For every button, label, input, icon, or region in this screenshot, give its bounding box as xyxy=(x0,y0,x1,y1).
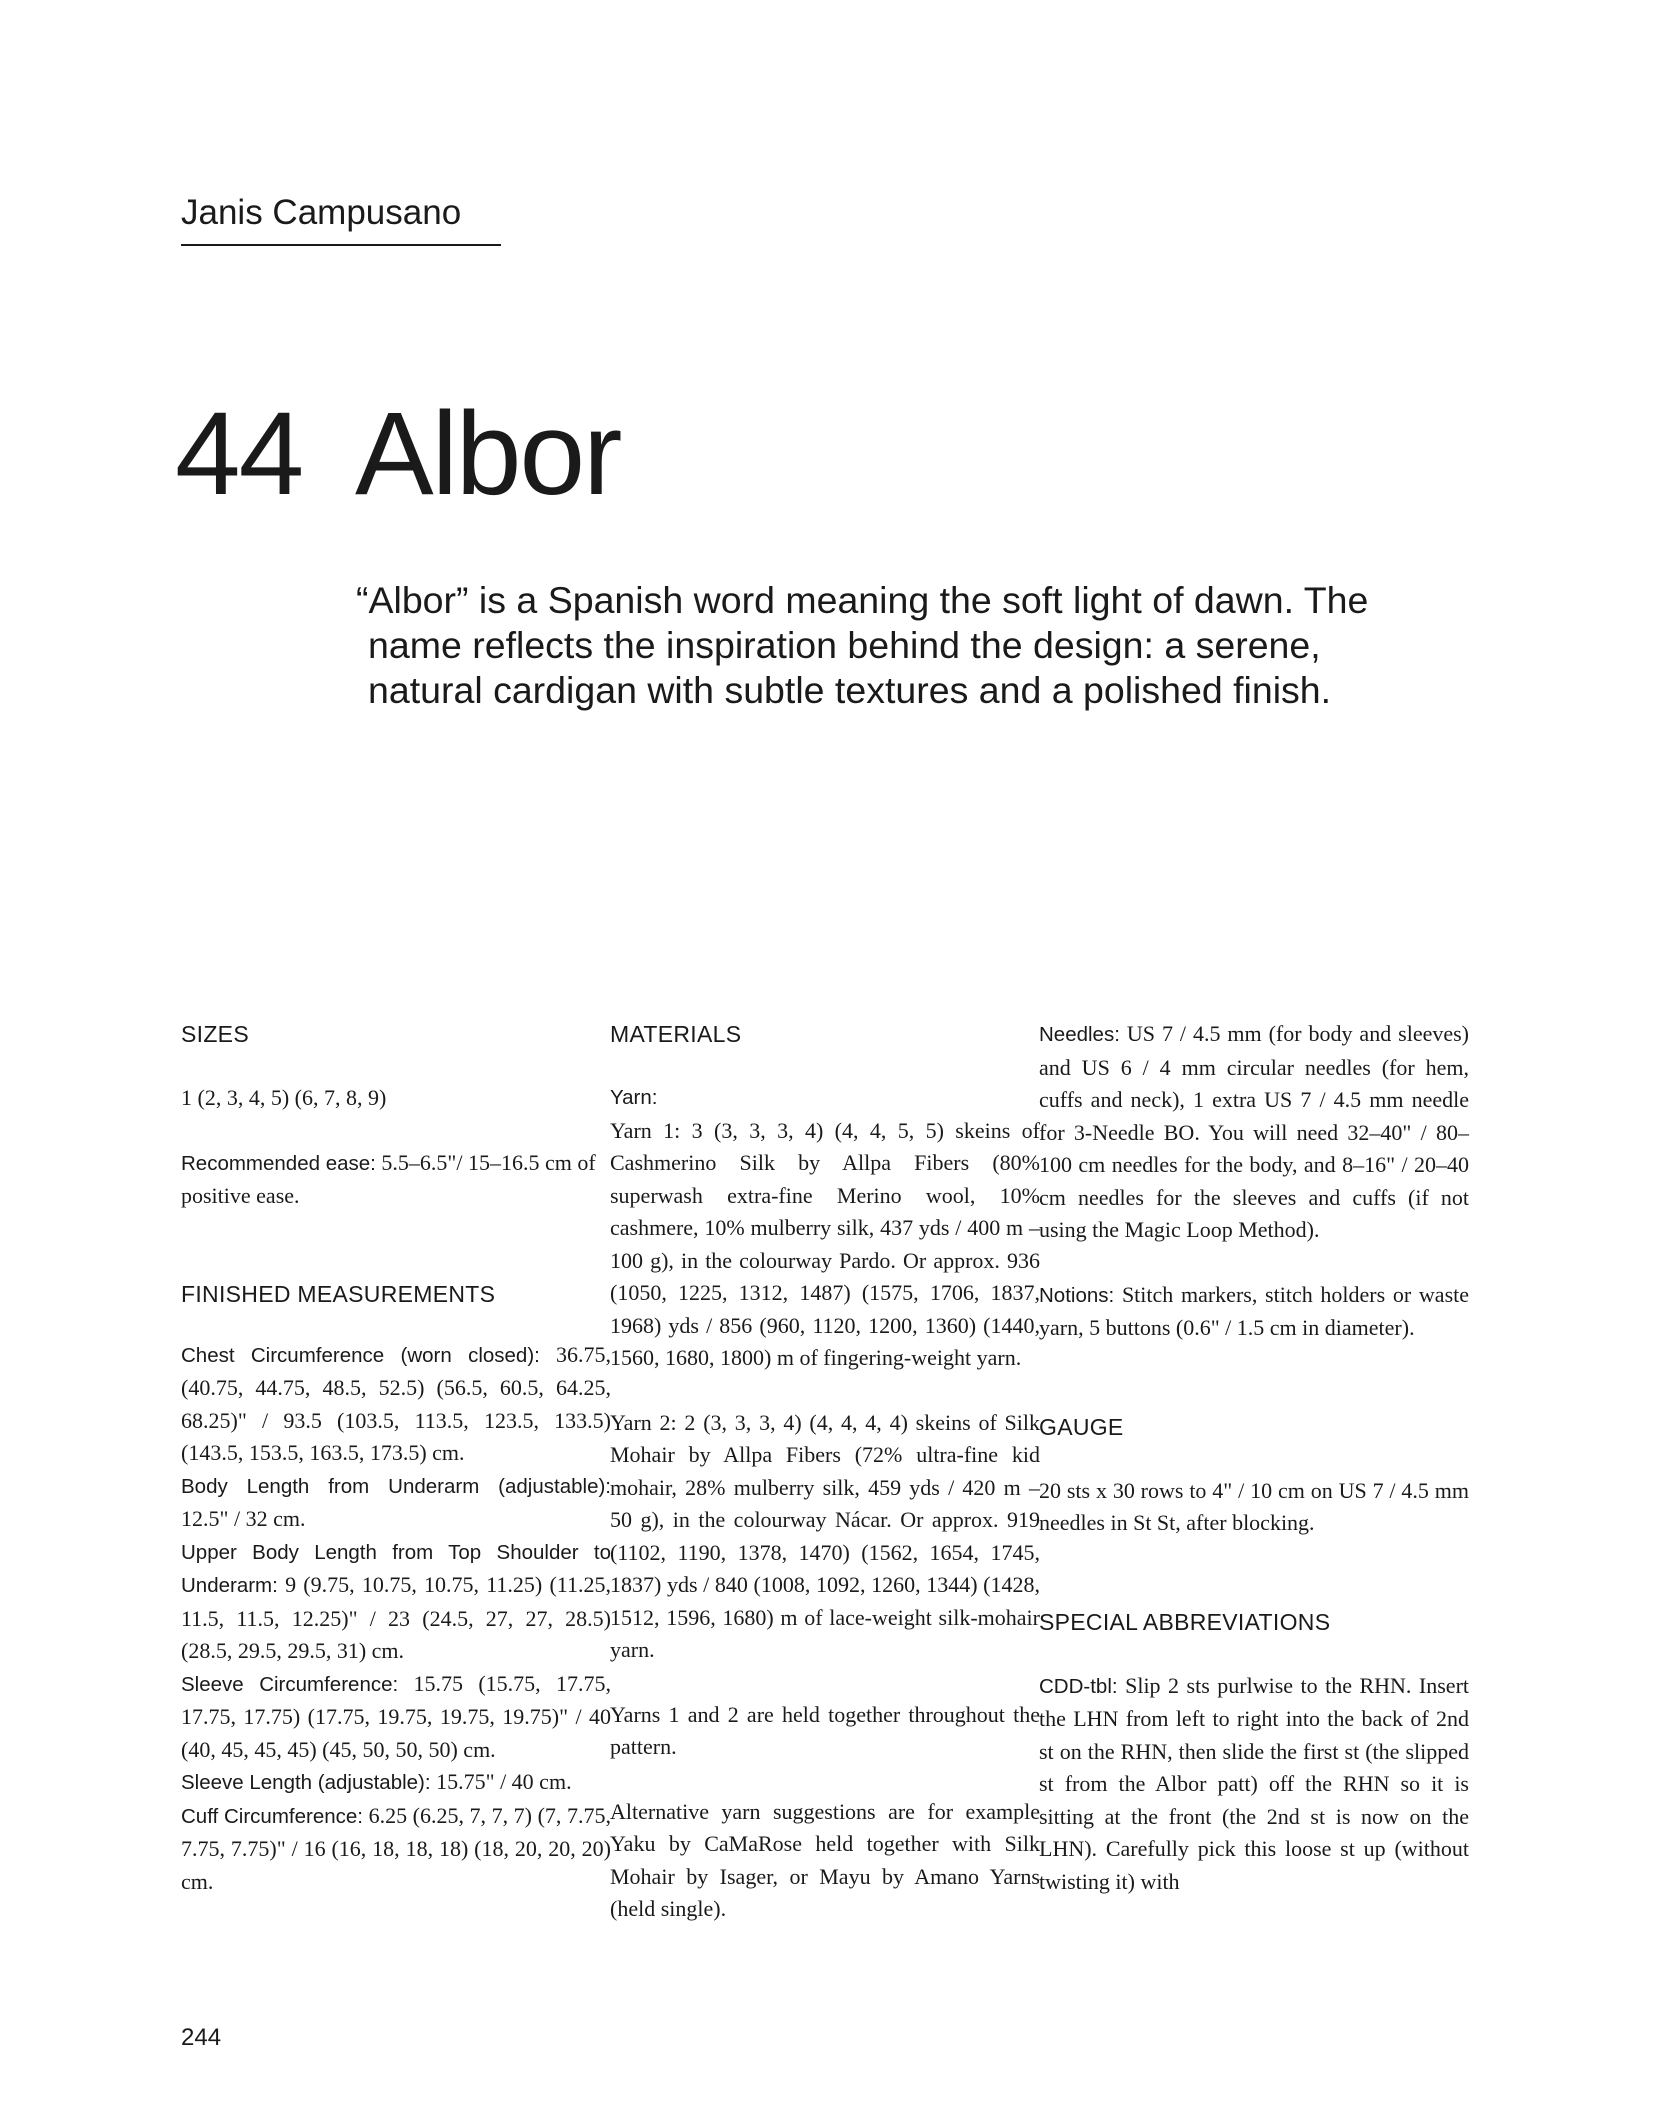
yarn-1-text: Yarn 1: 3 (3, 3, 3, 4) (4, 4, 5, 5) skeins of Cashmerino Silk by Allpa Fibers (80% superwash extra-fine Merino wool, 10% cashmere, 10% mulberry silk, 437 yds / 400 m – 100 g), in the colourway Pardo. Or approx. 936 (1050, 1225, 1312, 1487) (1575, 1706, 1837, 1968) yds / 856 (960, 1120, 1200, 1360) (1440, 1560, 1680, 1800) m of fingering-weight yarn. xyxy=(610,1117,1040,1370)
measurement-label: Upper Body Length from Top Shoulder to Underarm: xyxy=(181,1540,611,1597)
page-number: 244 xyxy=(181,2024,222,2051)
special-abbreviations-heading: SPECIAL ABBREVIATIONS xyxy=(1039,1608,1331,1635)
sizes-list: 1 (2, 3, 4, 5) (6, 7, 8, 9) xyxy=(181,1085,387,1110)
column-materials xyxy=(610,1018,1040,1926)
gauge-text: 20 sts x 30 rows to 4" / 10 cm on US 7 / 4.5 mm needles in St St, after blocking. xyxy=(1039,1477,1469,1535)
yarns-held-together: Yarns 1 and 2 are held together throughout the pattern. xyxy=(610,1701,1040,1759)
measurement-label: Sleeve Length (adjustable): xyxy=(181,1771,431,1794)
measurement-label: Body Length from Underarm (adjustable): xyxy=(181,1474,611,1498)
gauge-heading: GAUGE xyxy=(1039,1413,1124,1440)
intro-paragraph: “Albor” is a Spanish word meaning the soft light of dawn. The name reflects the inspiration behind the design: a serene, natural cardigan with subtle textures and a polished finish. xyxy=(356,579,1369,711)
needles-label: Needles: xyxy=(1039,1023,1120,1046)
pattern-name: Albor xyxy=(355,388,621,520)
recommended-ease xyxy=(181,1147,611,1213)
materials-heading: MATERIALS xyxy=(610,1021,742,1047)
measurement-item xyxy=(181,1668,611,1767)
measurement-label: Cuff Circumference: xyxy=(181,1804,363,1828)
cdd-tbl-value: Slip 2 sts purlwise to the RHN. Insert the LHN from left to right into the back of 2nd st on the RHN, then slide the first st (the slipped st from the Albor patt) off the RHN so it is sitting at the front (the 2nd st is now on the LHN). Carefully pick this loose st up (without twisting it) with xyxy=(1039,1672,1470,1894)
yarn-2-text: Yarn 2: 2 (3, 3, 3, 4) (4, 4, 4, 4) skeins of Silk Mohair by Allpa Fibers (72% ultra-fine kid mohair, 28% mulberry silk, 459 yds / 420 m – 50 g), in the colourway Nácar. Or approx. 919 (1102, 1190, 1378, 1470) (1562, 1654, 1745, 1837) yds / 840 (1008, 1092, 1260, 1344) (1428, 1512, 1596, 1680) m of lace-weight silk-mohair yarn. xyxy=(610,1409,1040,1662)
cdd-tbl-text xyxy=(1039,1670,1469,1899)
measurements-list xyxy=(181,1339,611,1899)
yarn-label: Yarn: xyxy=(610,1086,658,1109)
measurement-item xyxy=(181,1766,611,1800)
measurement-item xyxy=(181,1800,611,1899)
needles-value: US 7 / 4.5 mm (for body and sleeves) and US 6 / 4 mm circular needles (for hem, cuffs and neck), 1 extra US 7 / 4.5 mm needle for 3-Needle BO. You will need 32–40" / 80–100 cm needles for the body, and 8–16" / 20–40 cm needles for the sleeves and cuffs (if not using the Magic Loop Method). xyxy=(1039,1021,1470,1242)
alternative-yarns: Alternative yarn suggestions are for example Yaku by CaMaRose held together with Silk Mohair by Isager, or Mayu by Amano Yarns (held single). xyxy=(610,1798,1040,1921)
pattern-number: 44 xyxy=(175,388,303,520)
measurement-value: 9 (9.75, 10.75, 10.75, 11.25) (11.25, 11.5, 11.5, 12.25)" / 23 (24.5, 27, 27, 28.5) (28.5, 29.5, 29.5, 31) cm. xyxy=(181,1572,611,1663)
ease-label: Recommended ease: xyxy=(181,1151,376,1175)
needles-text xyxy=(1039,1018,1469,1247)
measurement-value: 12.5" / 32 cm. xyxy=(181,1506,306,1531)
measurement-label: Chest Circumference (worn closed): xyxy=(181,1343,540,1367)
measurement-value: 15.75 (15.75, 17.75, 17.75, 17.75) (17.75, 19.75, 19.75, 19.75)" / 40 (40, 45, 45, 45) (45, 50, 50, 50) cm. xyxy=(181,1670,611,1762)
measurement-value: 15.75" / 40 cm. xyxy=(436,1769,572,1794)
measurement-value: 36.75, (40.75, 44.75, 48.5, 52.5) (56.5, 60.5, 64.25, 68.25)" / 93.5 (103.5, 113.5, 123.5, 133.5) (143.5, 153.5, 163.5, 173.5) cm. xyxy=(181,1341,611,1465)
pattern-title xyxy=(175,384,620,524)
author-name: Janis Campusano xyxy=(181,192,501,246)
column-needles-gauge xyxy=(1039,1018,1469,1898)
notions-text xyxy=(1039,1279,1469,1345)
measurement-item xyxy=(181,1470,611,1536)
measurement-value: 6.25 (6.25, 7, 7, 7) (7, 7.75, 7.75, 7.75)" / 16 (16, 18, 18, 18) (18, 20, 20, 20) cm. xyxy=(181,1802,611,1894)
sizes-heading: SIZES xyxy=(181,1021,249,1047)
column-sizes-measurements xyxy=(181,1018,611,1898)
cdd-tbl-label: CDD-tbl: xyxy=(1039,1674,1118,1698)
notions-label: Notions: xyxy=(1039,1283,1115,1307)
measurement-item xyxy=(181,1536,611,1668)
ease-value: 5.5–6.5"/ 15–16.5 cm of positive ease. xyxy=(181,1149,596,1208)
measurement-item xyxy=(181,1339,611,1470)
finished-measurements-heading: FINISHED MEASUREMENTS xyxy=(181,1280,496,1307)
measurement-label: Sleeve Circumference: xyxy=(181,1672,399,1696)
notions-value: Stitch markers, stitch holders or waste yarn, 5 buttons (0.6" / 1.5 cm in diameter). xyxy=(1039,1281,1470,1340)
